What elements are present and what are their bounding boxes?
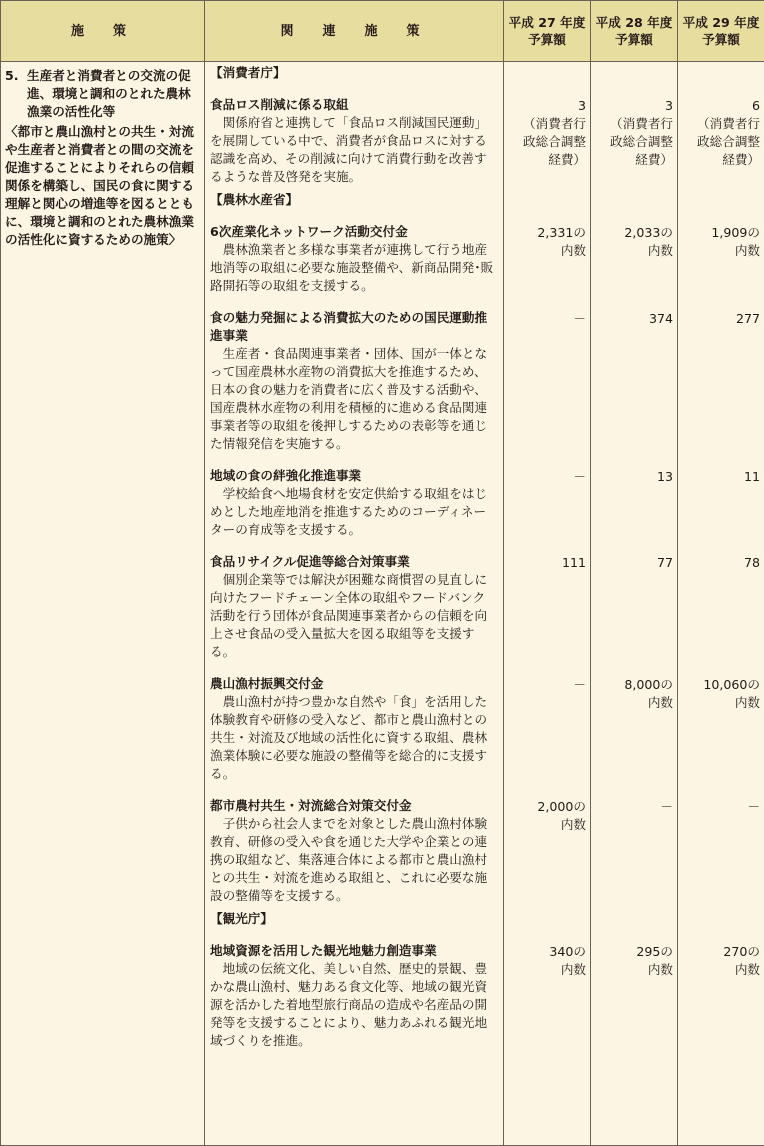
measure-name: 6次産業化ネットワーク活動交付金 (210, 224, 408, 239)
header-policy: 施 策 (1, 1, 205, 62)
header-fy28 (591, 1, 678, 62)
measure-name: 地域資源を活用した観光地魅力創造事業 (210, 943, 437, 958)
measure-item (210, 309, 497, 453)
measure-name: 都市農村共生・対流総合対策交付金 (210, 798, 412, 813)
fy27-amount-column (504, 62, 591, 1146)
header-fy29-label: 予算額 (702, 32, 740, 47)
measure-description: 地域の伝統文化、美しい自然、歴史的景観、豊かな農山漁村、魅力ある食文化等、地域の観光資源を活かした着地型旅行商品の造成や名産品の開発等を支援することにより、魅力あふれる観光地域づくりを推進。 (210, 961, 488, 1048)
measure-description: 農山漁村が持つ豊かな自然や「食」を活用した体験教育や研修の受入など、都市と農山漁村との共生・対流及び地域の活性化に資する取組、農林漁業体験に必要な施設の整備等を総合的に支援する。 (210, 694, 488, 781)
ministry-heading: 【農林水産省】 (210, 192, 299, 207)
measure-name: 食の魅力発掘による消費拡大のための国民運動推進事業 (210, 310, 488, 343)
measure-description: 関係府省と連携して「食品ロス削減国民運動」を展開している中で、消費者が食品ロスに対する認識を高め、その削減に向けて消費行動を改善するような普及啓発を実施。 (210, 115, 488, 184)
measure-item (210, 467, 497, 539)
fy27-amount: 2,331の 内数 (537, 224, 586, 258)
fy29-amount: － (747, 798, 760, 814)
policy-title-text: 生産者と消費者との交流の促進、環境と調和のとれた農林漁業の活性化等 (27, 68, 191, 119)
header-fy29 (678, 1, 764, 62)
fy29-amount: 6 （消費者行 政総合調整 経費） (697, 97, 760, 167)
measure-description: 学校給食へ地場食材を安定供給する取組をはじめとした地産地消を推進するためのコーディネーターの育成等を支援する。 (210, 486, 488, 537)
fy28-amount: 3 （消費者行 政総合調整 経費） (610, 97, 673, 167)
policy-cell (1, 62, 205, 1146)
fy29-amount: 1,909の 内数 (711, 224, 760, 258)
fy29-amount-column (678, 62, 764, 1146)
fy29-amount: 277 (735, 310, 760, 326)
policy-number: 5. (5, 68, 19, 83)
measure-name: 食品ロス削減に係る取組 (210, 97, 349, 112)
fy27-amount: － (573, 676, 586, 692)
ministry-heading: 【消費者庁】 (210, 65, 286, 80)
measure-item (210, 797, 497, 905)
measure-name: 地域の食の絆強化推進事業 (210, 468, 362, 483)
fy27-amount: 340の 内数 (549, 943, 586, 977)
header-fy28-label: 予算額 (615, 32, 653, 47)
fy29-amount: 10,060の 内数 (703, 676, 760, 710)
measure-description: 個別企業等では解決が困難な商慣習の見直しに向けたフードチェーン全体の取組やフードバンク活動を行う団体が食品関連事業者からの信頼を向上させ食品の受入量拡大を図る取組等を支援する。 (210, 572, 488, 659)
policy-description: 〈都市と農山漁村との共生・対流や生産者と消費者との間の交流を促進することによりそれらの信頼関係を構築し、国民の食に関する理解と関心の増進等を図るとともに、環境と調和のとれた農林漁業の活性化に資するための施策〉 (5, 124, 194, 247)
fy27-amount: 3 （消費者行 政総合調整 経費） (523, 97, 586, 167)
fy28-amount-column (591, 62, 678, 1146)
header-related-measures: 関 連 施 策 (205, 1, 504, 62)
header-fy27 (504, 1, 591, 62)
measure-description: 子供から社会人までを対象とした農山漁村体験教育、研修の受入や食を通じた大学や企業との連携の取組など、集落連合体による都市と農山漁村との共生・対流を進める取組と、これに必要な施設の整備等を支援する。 (210, 816, 488, 903)
fy28-amount: － (660, 798, 673, 814)
fy27-amount: 2,000の 内数 (537, 798, 586, 832)
fy27-amount: － (573, 468, 586, 484)
ministry-heading: 【観光庁】 (210, 911, 273, 926)
fy27-amount: 111 (561, 554, 586, 570)
measure-item (210, 223, 497, 295)
header-fy28-year: 平成 28 年度 (595, 15, 673, 30)
header-fy27-label: 予算額 (528, 32, 566, 47)
measure-item (210, 553, 497, 661)
fy28-amount: 13 (656, 468, 673, 484)
fy29-amount: 78 (743, 554, 760, 570)
policy-title (5, 67, 200, 121)
related-measures-cell (205, 62, 504, 1146)
measure-item (210, 942, 497, 1050)
measure-name: 食品リサイクル促進等総合対策事業 (210, 554, 410, 569)
measure-name: 農山漁村振興交付金 (210, 676, 324, 691)
fy28-amount: 77 (656, 554, 673, 570)
measure-item (210, 675, 497, 783)
fy28-amount: 295の 内数 (636, 943, 673, 977)
header-fy29-year: 平成 29 年度 (682, 15, 760, 30)
fy29-amount: 11 (743, 468, 760, 484)
fy29-amount: 270の 内数 (723, 943, 760, 977)
fy28-amount: 8,000の 内数 (624, 676, 673, 710)
fy28-amount: 2,033の 内数 (624, 224, 673, 258)
measure-item (210, 96, 497, 186)
fy27-amount: － (573, 310, 586, 326)
header-fy27-year: 平成 27 年度 (508, 15, 586, 30)
measure-description: 農林漁業者と多様な事業者が連携して行う地産地消等の取組に必要な施設整備や、新商品開発･販路開拓等の取組を支援する。 (210, 242, 494, 293)
fy28-amount: 374 (648, 310, 673, 326)
measure-description: 生産者・食品関連事業者・団体、国が一体となって国産農林水産物の消費拡大を推進するため、日本の食の魅力を消費者に広く普及する活動や、国産農林水産物の利用を積極的に進める食品関連事業者等の取組を後押しするための表彰等を通じた情報発信を実施する。 (210, 346, 488, 451)
